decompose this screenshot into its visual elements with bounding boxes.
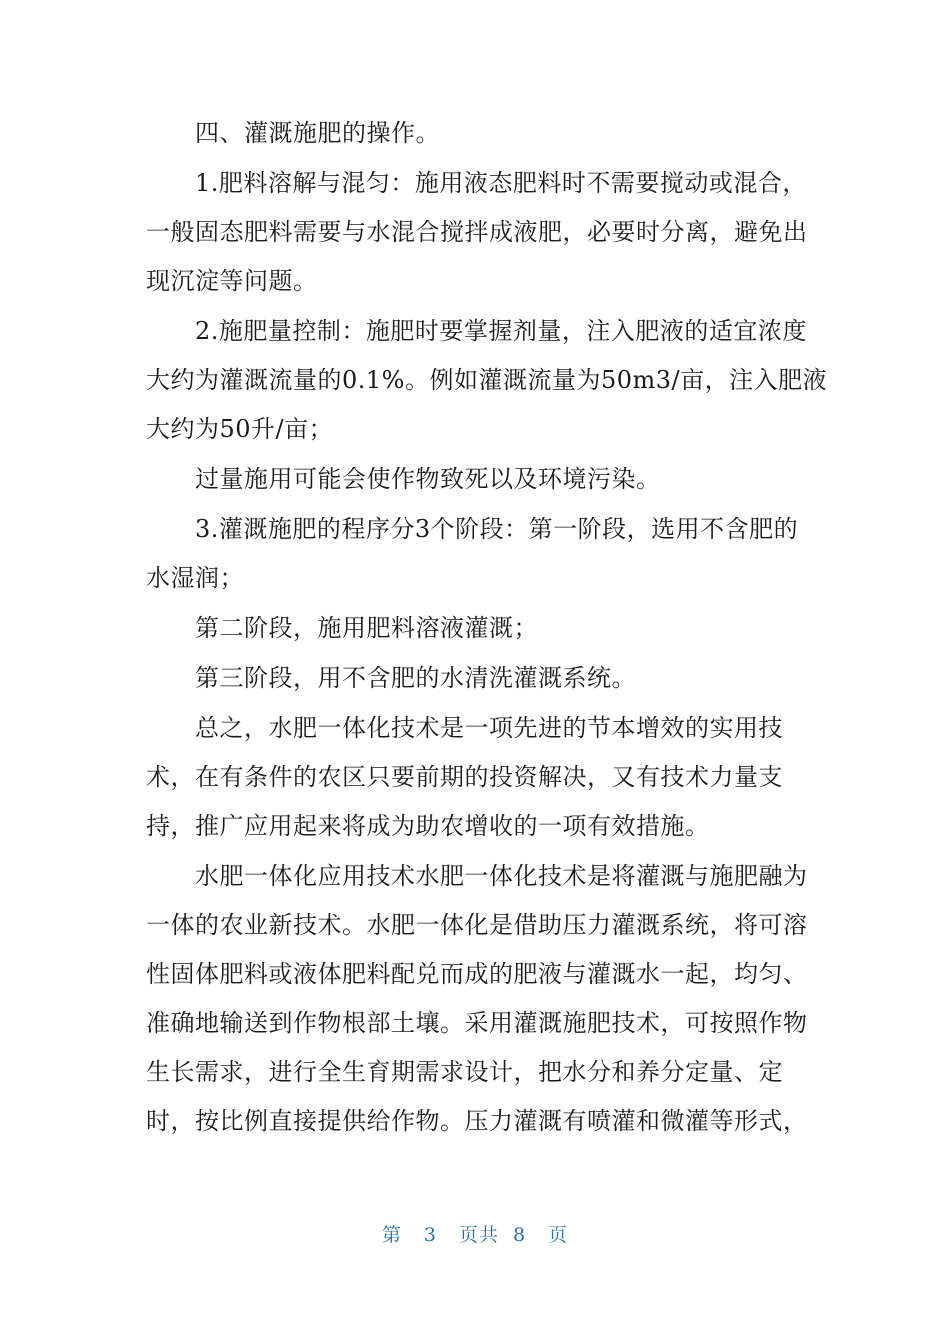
footer-suffix: 页	[548, 1224, 569, 1246]
text-line: 水湿润；	[146, 564, 244, 592]
text-line: 时，按比例直接提供给作物。压力灌溉有喷灌和微灌等形式，	[146, 1107, 808, 1135]
text-line: 1.肥料溶解与混匀：施用液态肥料时不需要搅动或混合，	[146, 169, 807, 197]
text-line: 性固体肥料或液体肥料配兑而成的肥液与灌溉水一起，均匀、	[146, 960, 808, 988]
text-line: 第二阶段，施用肥料溶液灌溉；	[146, 614, 538, 642]
text-line: 2.施肥量控制：施肥时要掌握剂量，注入肥液的适宜浓度	[146, 317, 807, 345]
footer-middle: 页共	[458, 1224, 499, 1246]
paragraph	[146, 505, 798, 603]
document-body	[146, 109, 828, 1147]
paragraph	[146, 455, 798, 504]
text-line: 大约为灌溉流量的0.1%。例如灌溉流量为50m3/亩，注入肥液	[146, 366, 828, 394]
footer-prefix: 第	[381, 1224, 402, 1246]
footer-current-page: 3	[423, 1224, 437, 1246]
text-line: 生长需求，进行全生育期需求设计，把水分和养分定量、定	[146, 1058, 783, 1086]
text-line: 总之，水肥一体化技术是一项先进的节本增效的实用技	[146, 714, 783, 742]
text-line: 术，在有条件的农区只要前期的投资解决，又有技术力量支	[146, 763, 783, 791]
text-line: 3.灌溉施肥的程序分3个阶段：第一阶段，选用不含肥的	[146, 515, 799, 543]
text-line: 大约为50升/亩；	[146, 415, 334, 443]
paragraph	[146, 654, 798, 703]
text-line: 一体的农业新技术。水肥一体化是借助压力灌溉系统，将可溶	[146, 911, 808, 939]
text-line: 准确地输送到作物根部土壤。采用灌溉施肥技术，可按照作物	[146, 1009, 808, 1037]
text-line: 过量施用可能会使作物致死以及环境污染。	[146, 465, 661, 493]
text-line: 第三阶段，用不含肥的水清洗灌溉系统。	[146, 664, 636, 692]
text-line: 持，推广应用起来将成为助农增收的一项有效措施。	[146, 812, 710, 840]
paragraph	[146, 159, 808, 306]
paragraph	[146, 704, 798, 851]
paragraph	[146, 604, 798, 653]
footer-total-pages: 8	[513, 1224, 527, 1246]
page-footer	[0, 1220, 950, 1247]
text-line: 四、灌溉施肥的操作。	[146, 119, 440, 147]
paragraph-heading	[146, 109, 798, 158]
text-line: 现沉淀等问题。	[146, 267, 318, 295]
text-line: 水肥一体化应用技术水肥一体化技术是将灌溉与施肥融为	[146, 862, 808, 890]
paragraph	[146, 307, 828, 454]
paragraph	[146, 852, 808, 1146]
text-line: 一般固态肥料需要与水混合搅拌成液肥，必要时分离，避免出	[146, 218, 808, 246]
